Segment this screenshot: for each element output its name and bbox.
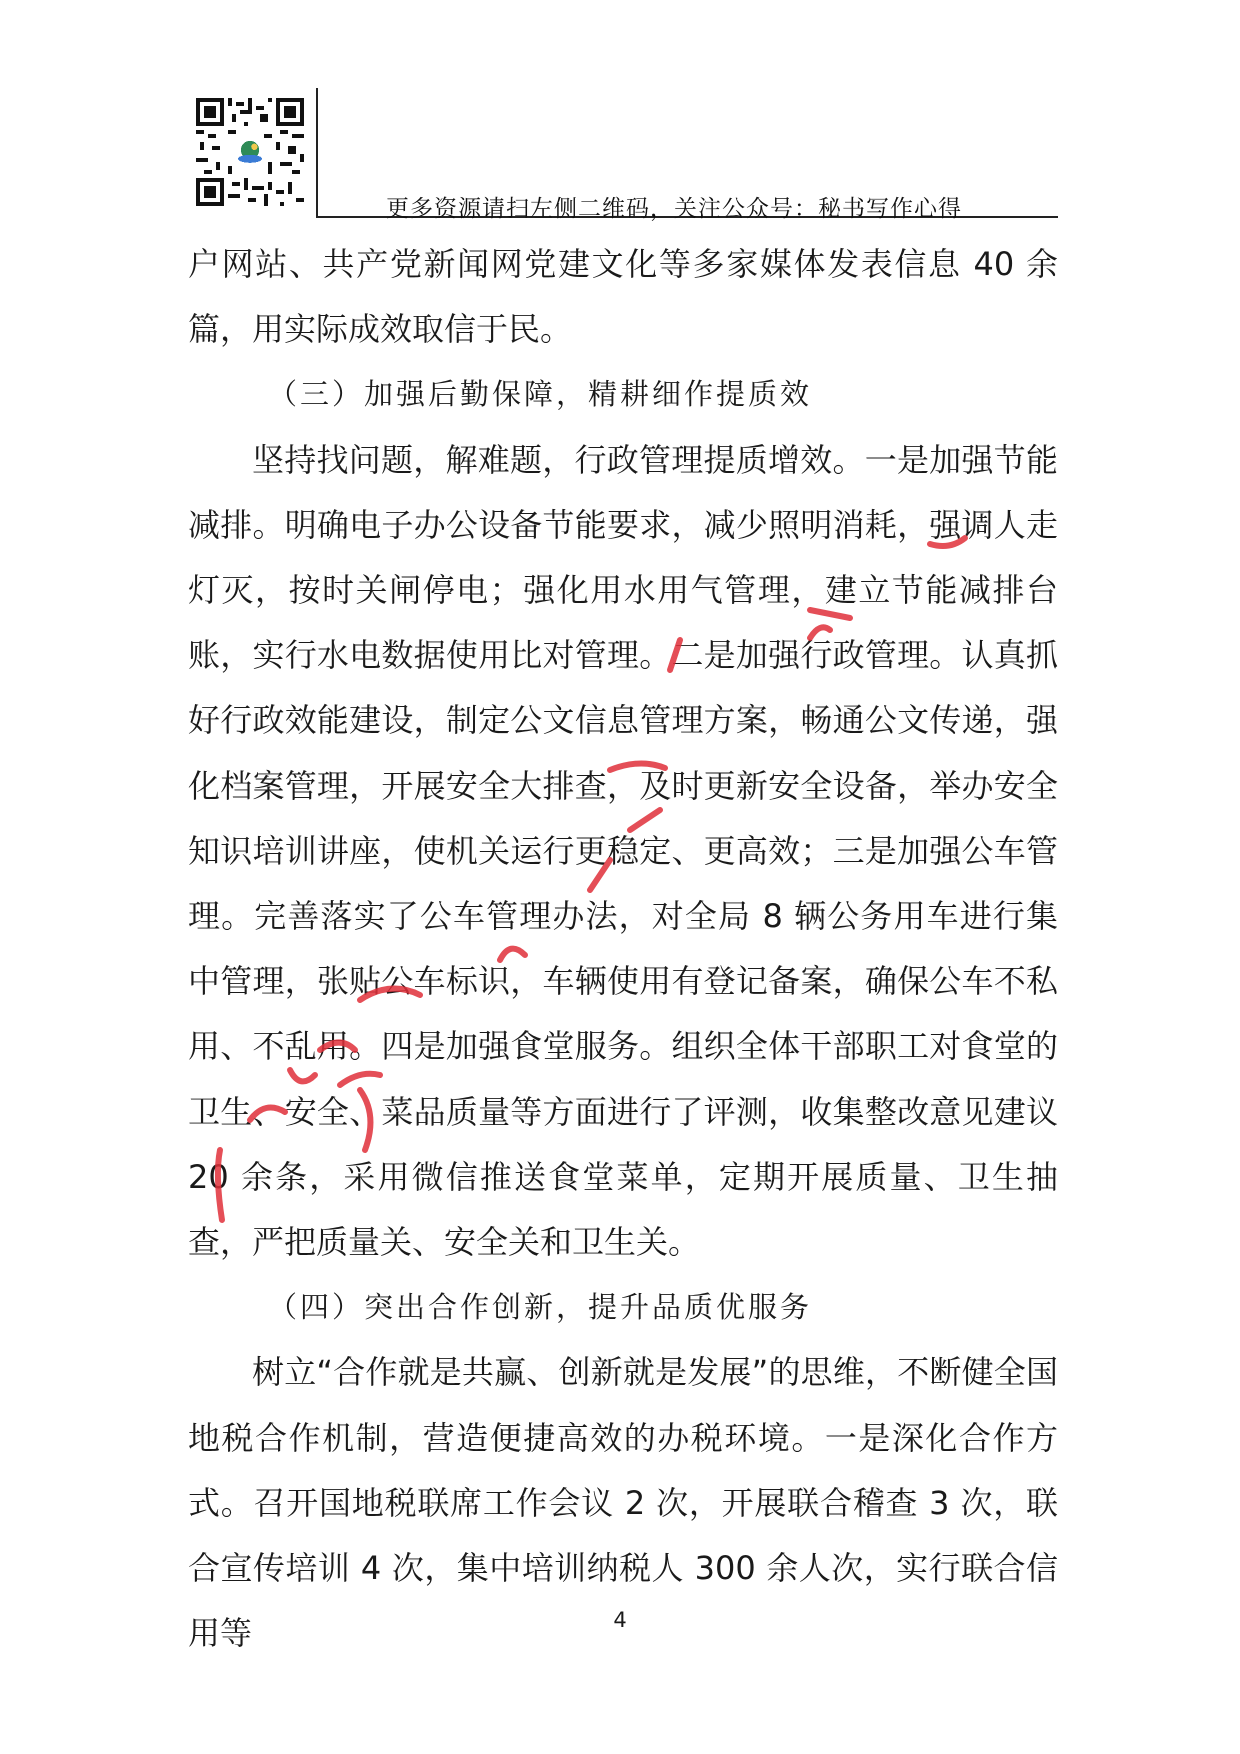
page-header — [190, 88, 1058, 222]
paragraph-logistics: 坚持找问题，解难题，行政管理提质增效。一是加强节能减排。明确电子办公设备节能要求，减少照明消耗，强调人走灯灭，按时关闸停电；强化用水用气管理，建立节能减排台账，实行水电数据使用比对管理。二是加强行政管理。认真抓好行政效能建设，制定公文信息管理方案，畅通公文传递，强化档案管理，开展安全大排查，及时更新安全设备，举办安全知识培训讲座，使机关运行更稳定、更高效；三是加强公车管理。完善落实了公车管理办法，对全局 8 辆公务用车进行集中管理，张贴公车标识，车辆使用有登记备案，确保公车不私用、不乱用。四是加强食堂服务。组织全体干部职工对食堂的卫生、安全、菜品质量等方面进行了评测，收集整改意见建议 20 余条，采用微信推送食堂菜单，定期开展质量、卫生抽查，严把质量关、安全关和卫生关。 — [188, 440, 1058, 1262]
paragraph-cooperation: 树立“合作就是共赢、创新就是发展”的思维，不断健全国地税合作机制，营造便捷高效的办税环境。一是深化合作方式。召开国地税联席工作会议 2 次，开展联合稽查 3 次，联合宣传培训 4 次，集中培训纳税人 300 余人次，实行联合信用等 — [188, 1353, 1058, 1653]
section-heading-3: （三）加强后勤保障，精耕细作提质效 — [268, 377, 813, 412]
header-divider-vertical — [316, 88, 318, 218]
header-text: 更多资源请扫左侧二维码，关注公众号：秘书写作心得 — [386, 196, 962, 222]
qr-code-icon[interactable] — [196, 98, 304, 206]
page-number: 4 — [613, 1608, 627, 1632]
section-heading-4: （四）突出合作创新，提升品质优服务 — [268, 1290, 813, 1325]
paragraph-continued: 户网站、共产党新闻网党建文化等多家媒体发表信息 40 余篇，用实际成效取信于民。 — [188, 245, 1058, 349]
document-body — [188, 232, 1058, 1666]
